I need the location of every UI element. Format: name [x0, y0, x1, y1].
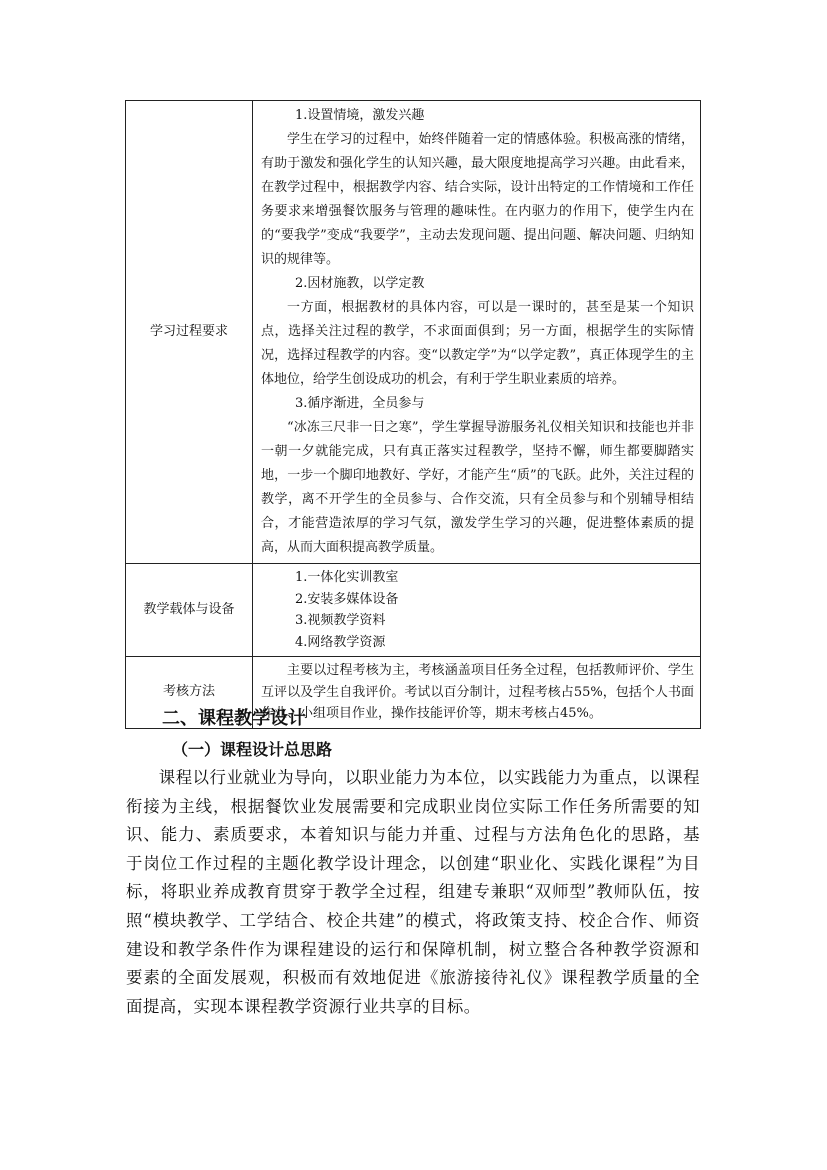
content-paragraph: 一方面，根据教材的具体内容，可以是一课时的，甚至是某一个知识点，选择关注过程的教学，不求面面俱到；另一方面，根据学生的实际情况，选择过程教学的内容。变“以教定学”为“以学定教”，真正体现学生的主体地位，给学生创设成功的机会，有利于学生职业素质的培养。: [261, 300, 694, 387]
course-requirements-table: [125, 100, 701, 729]
row-label-assessment: 考核方法: [126, 657, 253, 729]
row-label-teaching-equipment: 教学载体与设备: [126, 564, 253, 657]
row-content-assessment: [253, 657, 701, 729]
list-item: 2.安装多媒体设备: [295, 591, 399, 607]
table-row: [126, 564, 701, 657]
content-paragraph: 学生在学习的过程中，始终伴随着一定的情感体验。积极高涨的情绪，有助于激发和强化学生的认知兴趣，最大限度地提高学习兴趣。由此看来，在教学过程中，根据教学内容、结合实际，设计出特定的工作情境和工作任务要求来增强餐饮服务与管理的趣味性。在内驱力的作用下，使学生内在的“要我学”变成“我要学”，主动去发现问题、提出问题、解决问题、归纳知识的规律等。: [261, 132, 694, 267]
row-label-learning-process: 学习过程要求: [126, 101, 253, 564]
row-content-teaching-equipment: [253, 564, 701, 657]
body-paragraph: 课程以行业就业为导向，以职业能力为本位，以实践能力为重点，以课程衔接为主线，根据餐饮业发展需要和完成职业岗位实际工作任务所需要的知识、能力、素质要求，本着知识与能力并重、过程与方法角色化的思路，基于岗位工作过程的主题化教学设计理念，以创建“职业化、实践化课程”为目标，将职业养成教育贯穿于教学全过程，组建专兼职“双师型”教师队伍，按照“模块教学、工学结合、校企共建”的模式，将政策支持、校企合作、师资建设和教学条件作为课程建设的运行和保障机制，树立整合各种教学资源和要素的全面发展观，积极而有效地促进《旅游接待礼仪》课程教学质量的全面提高，实现本课程教学资源行业共享的目标。: [126, 768, 700, 1016]
table-row: [126, 101, 701, 564]
subsection-title: （一）课程设计总思路: [172, 740, 333, 759]
content-heading: 1.设置情境，激发兴趣: [295, 108, 425, 123]
list-item: 3.视频教学资料: [295, 613, 386, 628]
list-item: 4.网络教学资源: [295, 634, 386, 650]
content-heading: 2.因材施教，以学定教: [295, 276, 425, 291]
list-item: 1.一体化实训教室: [295, 570, 399, 585]
content-paragraph: 主要以过程考核为主，考核涵盖项目任务全过程，包括教师评价、学生互评以及学生自我评价。考试以百分制计，过程考核占55%，包括个人书面作业、小组项目作业，操作技能评价等，期末考核占45%。: [261, 663, 694, 721]
row-content-learning-process: [253, 101, 701, 564]
section-title: 二、课程教学设计: [162, 708, 306, 729]
content-paragraph: “冰冻三尺非一日之寒”，学生掌握导游服务礼仪相关知识和技能也并非一朝一夕就能完成，只有真正落实过程教学，坚持不懈，师生都要脚踏实地，一步一个脚印地教好、学好，才能产生“质”的飞跃。此外，关注过程的教学，离不开学生的全员参与、合作交流，只有全员参与和个别辅导相结合，才能营造浓厚的学习气氛，激发学生学习的兴趣，促进整体素质的提高，从而大面积提高教学质量。: [261, 420, 694, 555]
content-heading: 3.循序渐进，全员参与: [295, 396, 425, 411]
